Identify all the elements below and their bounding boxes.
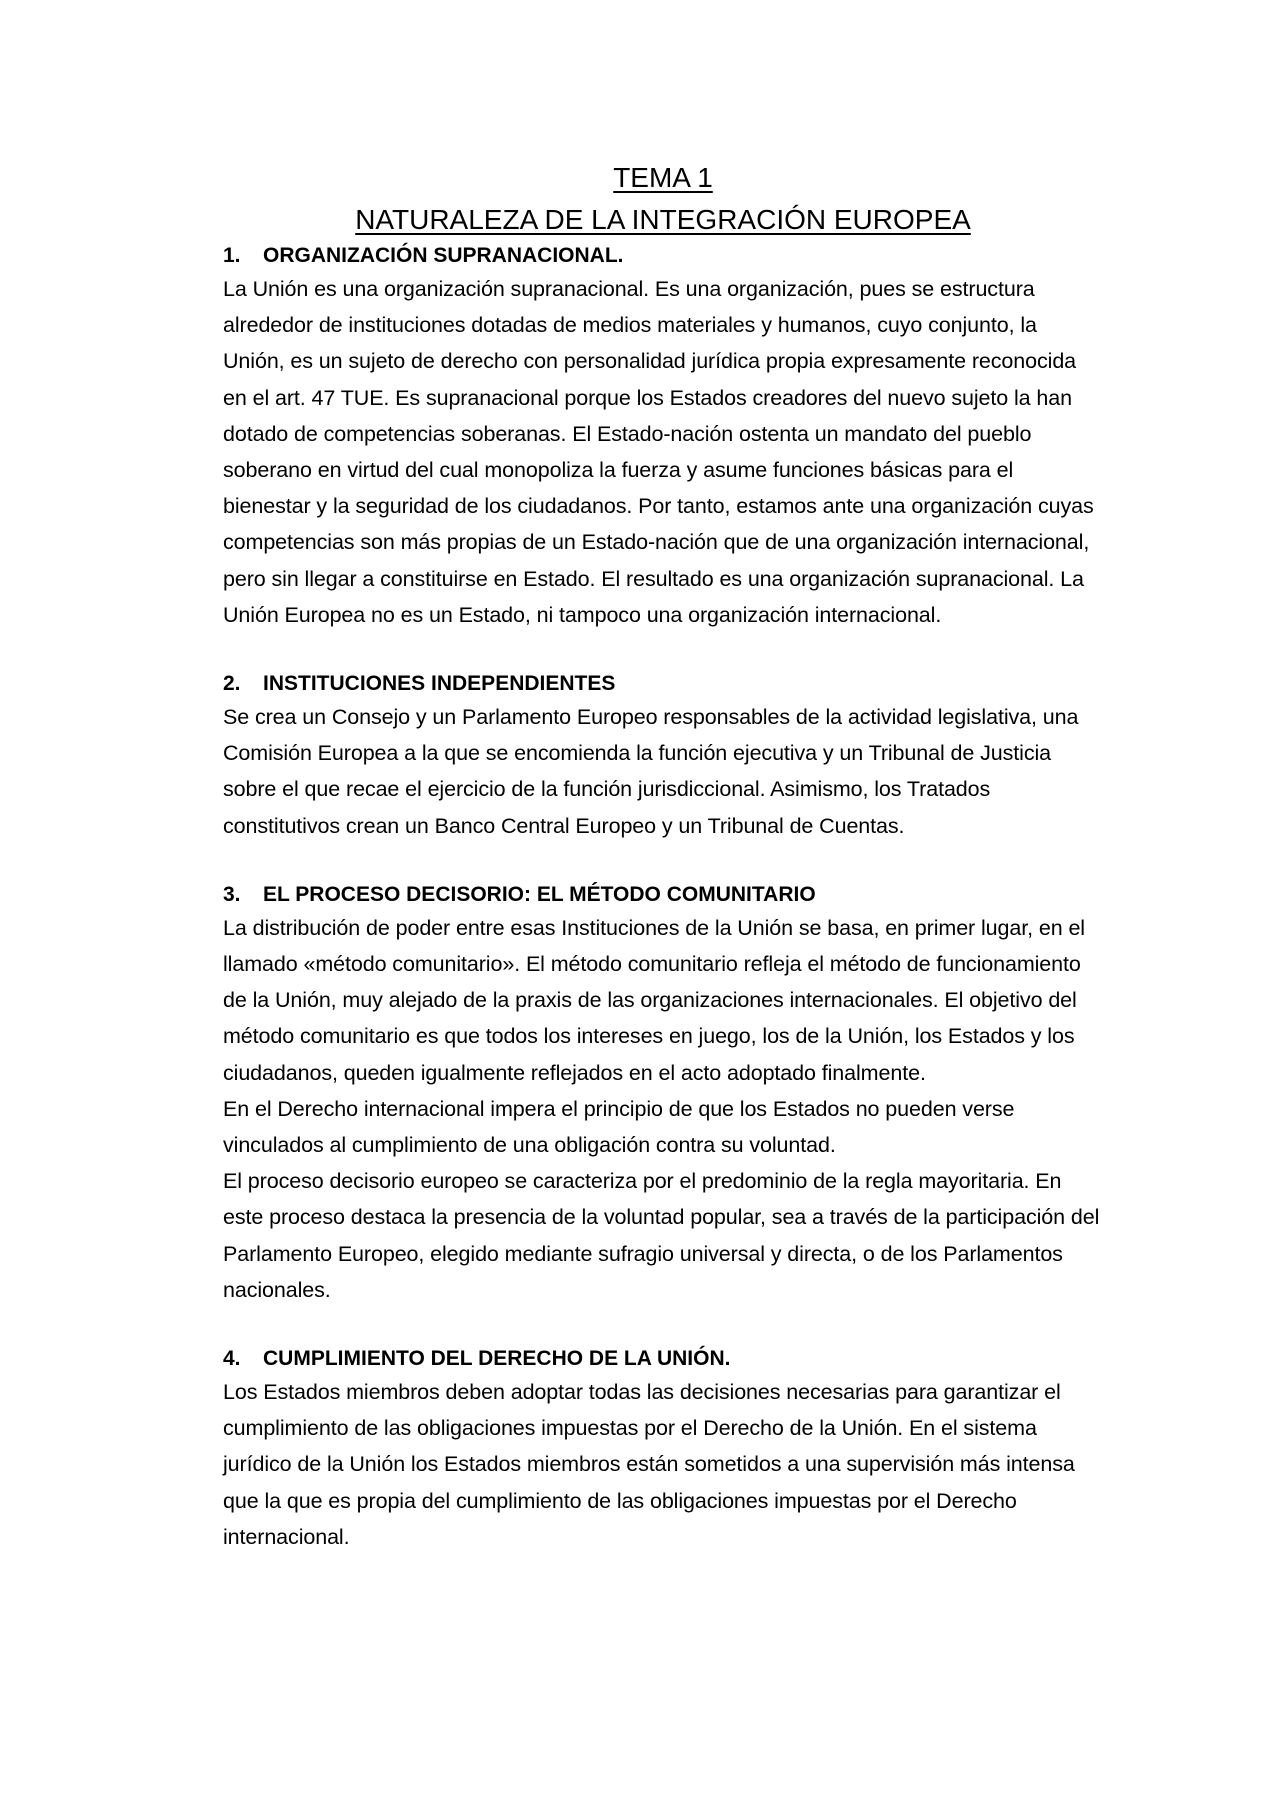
section-title: ORGANIZACIÓN SUPRANACIONAL.	[263, 244, 624, 267]
section-cumplimiento-derecho	[223, 1344, 1103, 1555]
section-number: 3.	[223, 882, 241, 906]
section-heading	[223, 1344, 1103, 1374]
document-title-line-1: TEMA 1	[613, 162, 713, 193]
section-title: EL PROCESO DECISORIO: EL MÉTODO COMUNITARIO	[263, 882, 816, 906]
section-paragraph: La Unión es una organización supranacional. Es una organización, pues se estructura alrededor de instituciones dotadas de medios materiales y humanos, cuyo conjunto, la Unión, es un sujeto de derecho con personalidad jurídica propia expresamente reconocida en el art. 47 TUE. Es supranacional porque los Estados creadores del nuevo sujeto la han dotado de competencias soberanas. El Estado-nación ostenta un mandato del pueblo soberano en virtud del cual monopoliza la fuerza y asume funciones básicas para el bienestar y la seguridad de los ciudadanos. Por tanto, estamos ante una organización cuyas competencias son más propias de un Estado-nación que de una organización internacional, pero sin llegar a constituirse en Estado. El resultado es una organización supranacional. La Unión Europea no es un Estado, ni tampoco una organización internacional.	[223, 277, 1094, 627]
section-number: 2.	[223, 672, 241, 696]
section-number: 4.	[223, 1347, 241, 1371]
section-organizacion-supranacional	[223, 241, 1103, 633]
document-title-line-2: NATURALEZA DE LA INTEGRACIÓN EUROPEA	[355, 204, 971, 235]
section-instituciones-independientes	[223, 669, 1103, 844]
section-paragraph: El proceso decisorio europeo se caracteriza por el predominio de la regla mayoritaria. En este proceso destaca la presencia de la voluntad popular, sea a través de la participación del Parlamento Europeo, elegido mediante sufragio universal y directa, o de los Parlamentos nacionales.	[223, 1169, 1100, 1302]
section-paragraph: Los Estados miembros deben adoptar todas las decisiones necesarias para garantizar el cumplimiento de las obligaciones impuestas por el Derecho de la Unión. En el sistema jurídico de la Unión los Estados miembros están sometidos a una supervisión más intensa que la que es propia del cumplimiento de las obligaciones impuestas por el Derecho internacional.	[223, 1380, 1075, 1549]
document-page	[223, 157, 1103, 1555]
section-heading	[223, 880, 1103, 910]
section-proceso-decisorio	[223, 880, 1103, 1308]
section-title: CUMPLIMIENTO DEL DERECHO DE LA UNIÓN.	[263, 1347, 731, 1371]
section-paragraph: En el Derecho internacional impera el principio de que los Estados no pueden verse vinculados al cumplimiento de una obligación contra su voluntad.	[223, 1096, 1015, 1158]
section-number: 1.	[223, 244, 241, 267]
section-title: INSTITUCIONES INDEPENDIENTES	[263, 672, 616, 696]
section-paragraph: Se crea un Consejo y un Parlamento Europeo responsables de la actividad legislativa, una Comisión Europea a la que se encomienda la función ejecutiva y un Tribunal de Justicia sobre el que recae el ejercicio de la función jurisdiccional. Asimismo, los Tratados constitutivos crean un Banco Central Europeo y un Tribunal de Cuentas.	[223, 705, 1079, 838]
section-heading	[223, 669, 1103, 699]
section-paragraph: La distribución de poder entre esas Instituciones de la Unión se basa, en primer lugar, en el llamado «método comunitario». El método comunitario refleja el método de funcionamiento de la Unión, muy alejado de la praxis de las organizaciones internacionales. El objetivo del método comunitario es que todos los intereses en juego, los de la Unión, los Estados y los ciudadanos, queden igualmente reflejados en el acto adoptado finalmente.	[223, 915, 1085, 1085]
section-heading	[223, 241, 1103, 271]
